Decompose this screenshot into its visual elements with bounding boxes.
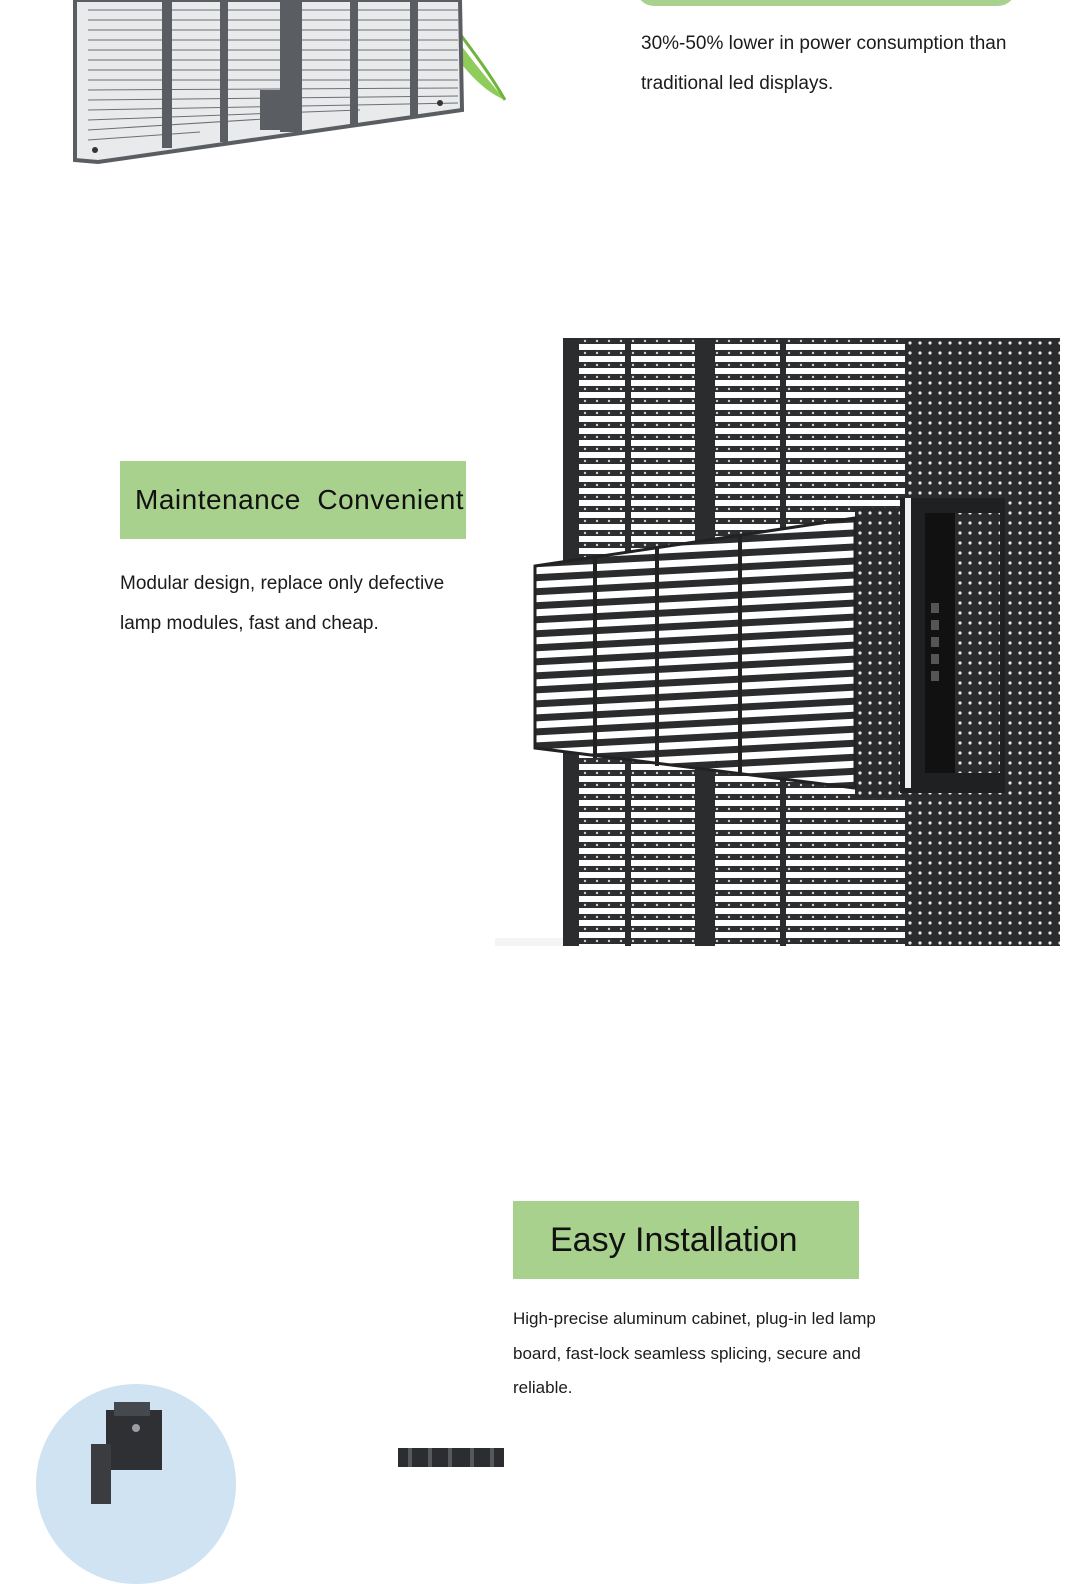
installation-title: Easy Installation (550, 1220, 798, 1259)
power-description: 30%-50% lower in power consumption than traditional led displays. (641, 33, 1007, 94)
maintenance-description: Modular design, replace only defective lamp modules, fast and cheap. (120, 573, 445, 634)
installation-detail-image (36, 1384, 236, 1584)
led-grid-module-image (495, 338, 1060, 948)
maintenance-title-badge (120, 461, 466, 539)
maintenance-title: Maintenance Convenient (135, 484, 465, 515)
installation-title-badge (513, 1201, 859, 1279)
energy-saving-badge (636, 0, 1016, 6)
installation-description: High-precise aluminum cabinet, plug-in led lamp board, fast-lock seamless splicing, secure and reliable. (513, 1309, 876, 1397)
transparent-led-panel-image (60, 0, 520, 170)
led-strip-image (398, 1448, 504, 1467)
